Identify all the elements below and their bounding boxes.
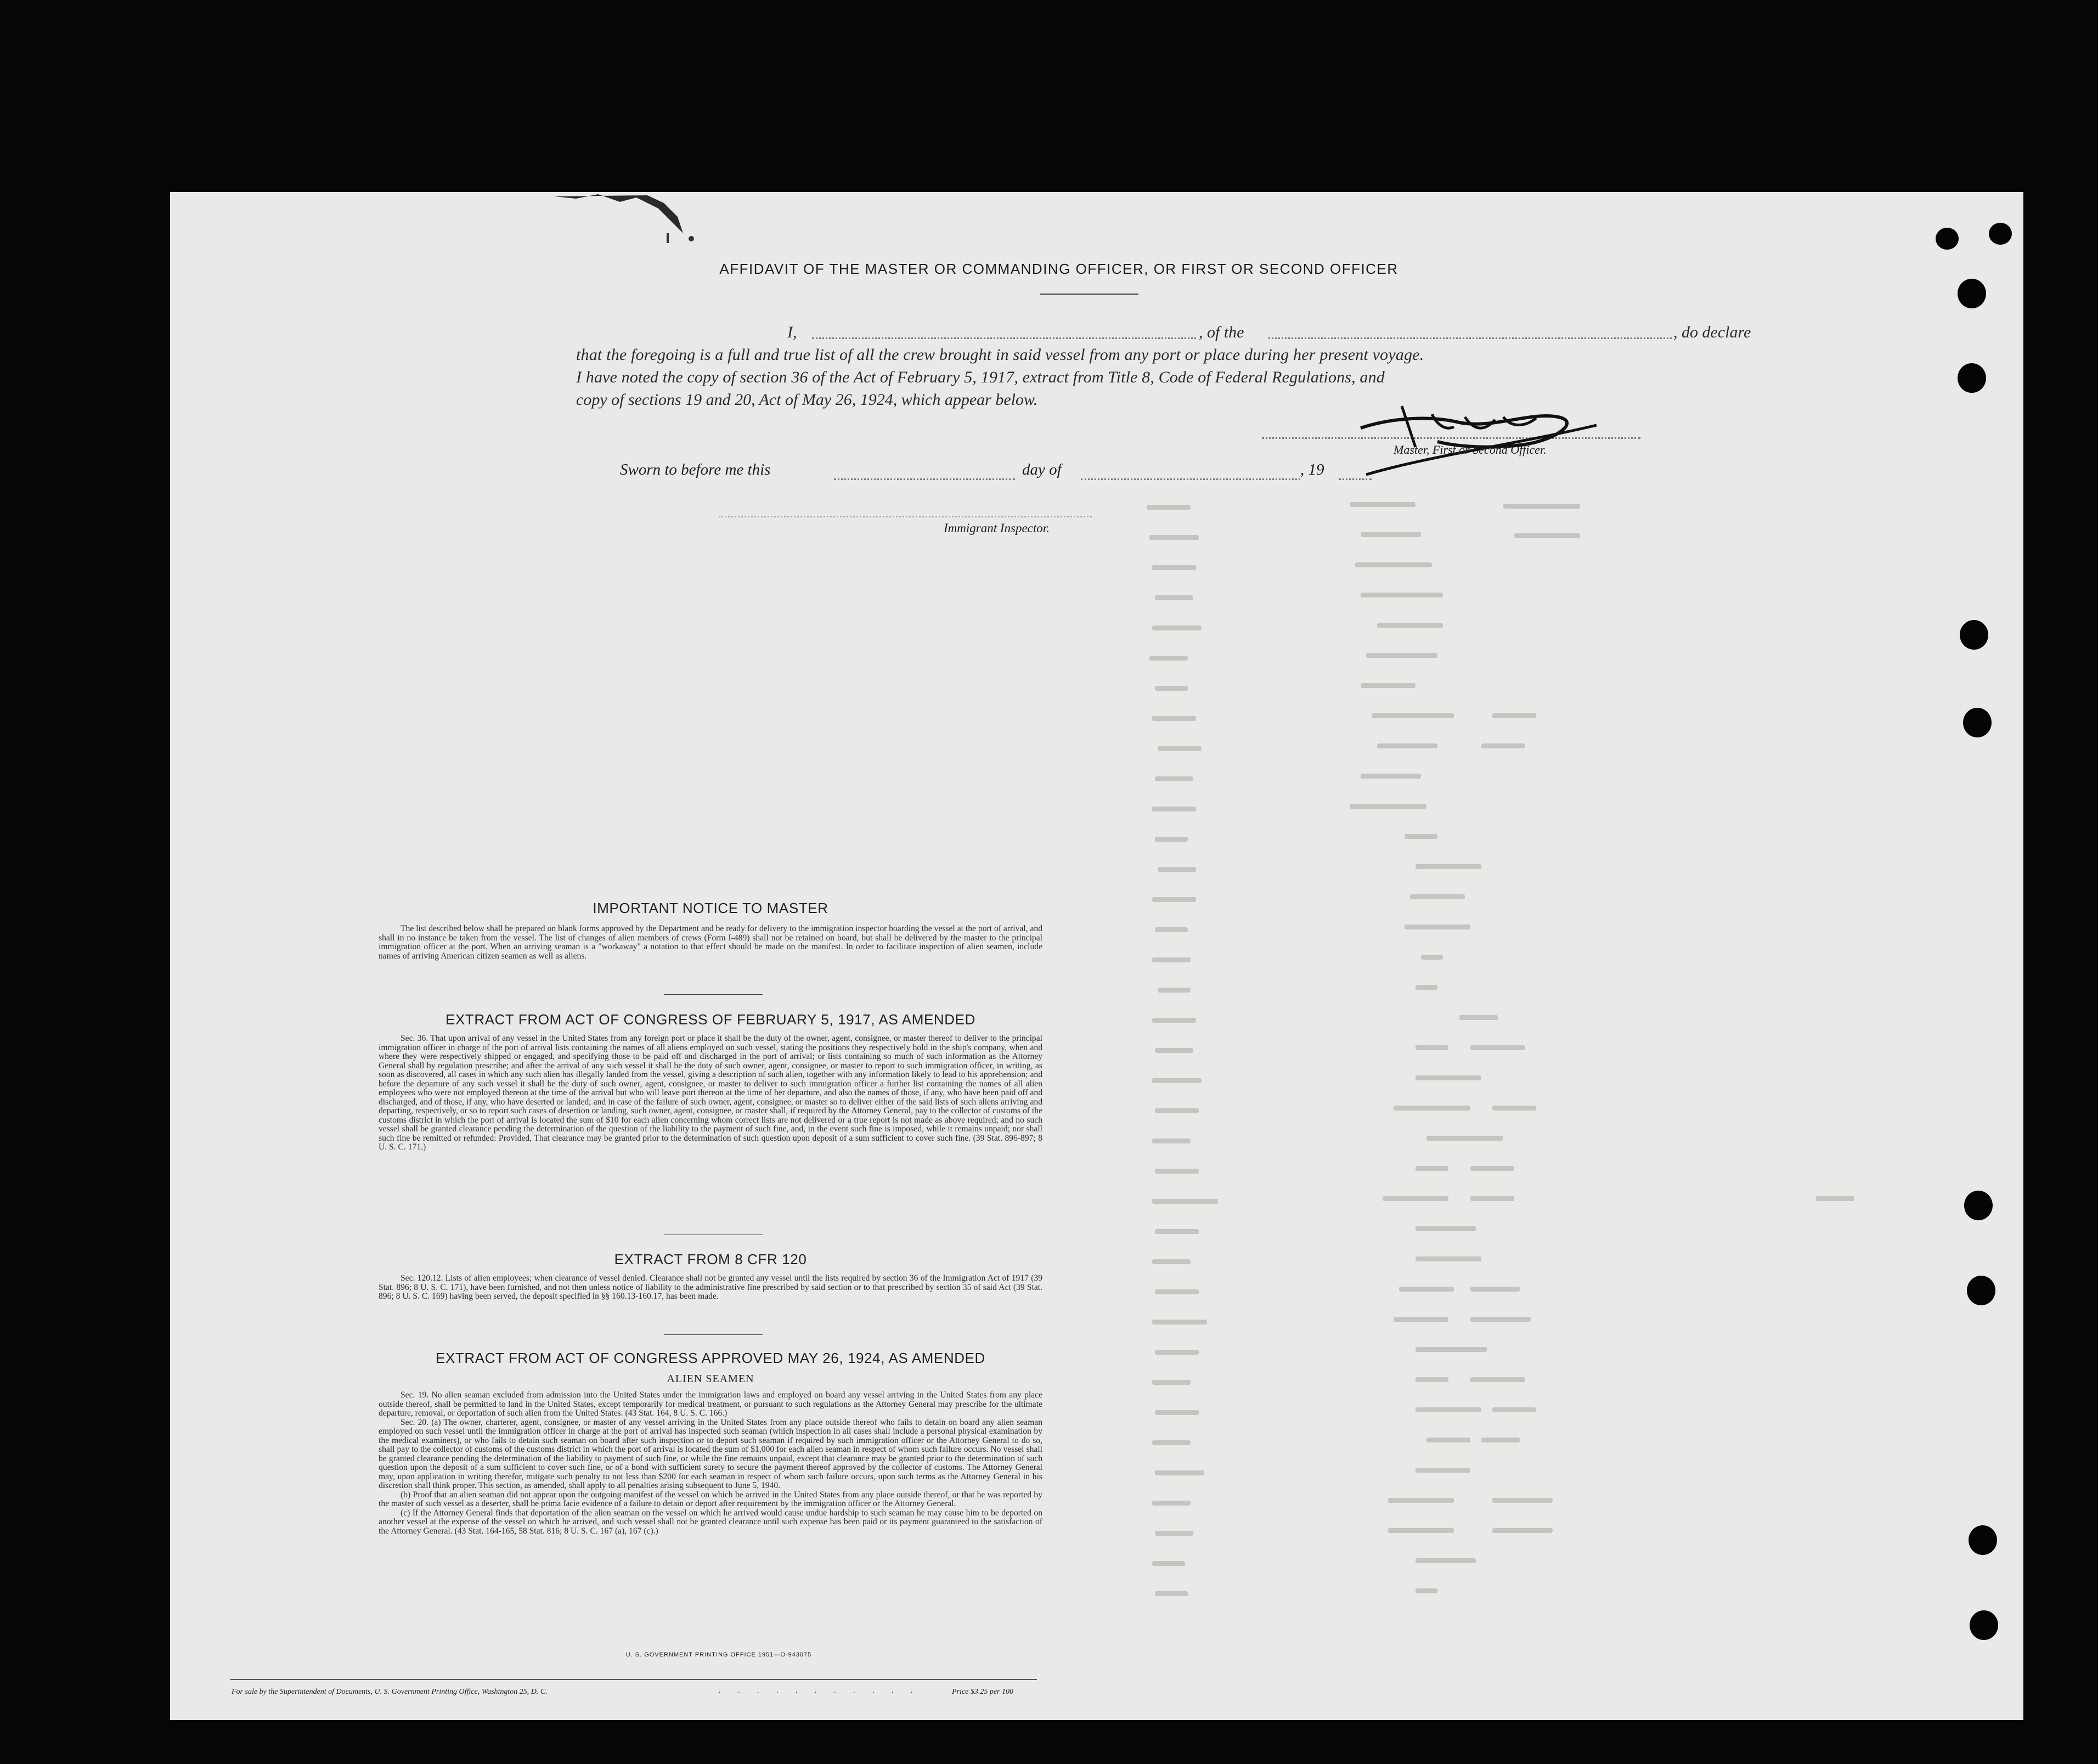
sworn-year-blank[interactable]: [1339, 478, 1372, 480]
notice-title: IMPORTANT NOTICE TO MASTER: [593, 900, 828, 916]
signature-label: Master, First or Second Officer.: [1394, 443, 1547, 457]
punch-hole: [1967, 1276, 1995, 1305]
affidavit-title: AFFIDAVIT OF THE MASTER OR COMMANDING OFFICER, OR FIRST OR SECOND OFFICER: [719, 261, 1398, 277]
declaration-line-2: that the foregoing is a full and true list of all the crew brought in said vessel from any port or place during her present voyage.: [576, 346, 1424, 364]
punch-hole: [1960, 620, 1988, 650]
declaration-do-declare: , do declare: [1673, 323, 1751, 341]
declaration-line-4: copy of sections 19 and 20, Act of May 26, 1924, which appear below.: [576, 391, 1038, 409]
footer-price: Price $3.25 per 100: [952, 1688, 1013, 1696]
punch-hole: [1964, 1191, 1993, 1220]
declaration-line-3: I have noted the copy of section 36 of the Act of February 5, 1917, extract from Title 8, Code of Federal Regulations, and: [576, 368, 1385, 386]
divider: [664, 994, 763, 995]
extract-1924-text: Sec. 19. No alien seaman excluded from admission into the United States under the immigration laws and employed on board any vessel arriving in the United States from any place outside thereof, shall be permitted to land in the United States, except temporarily for medical treatment, or pursuant to such regulations as the Attorney General may prescribe for the ultimate departure, removal, or deportation of such alien from the United States. (43 Stat. 164, 8 U. S. C. 166.) Sec. 20. (a) The owner, charterer, agent, consignee, or master of any vessel arriving in the United States from any place outside thereof who fails to detain on board any alien seaman employed on such vessel until the immigration officer in charge at the port of arrival has inspected such seaman (which inspection in all cases shall include a personal physical examination by the medical examiners), or who fails to detain such seaman on board after such inspection or to deport such seaman if required by such immigration officer or the Attorney General to do so, shall pay to the collector of customs of the customs district in which the port of arrival is located the sum of $1,000 for each alien seaman in respect of whom such failure occurs. No vessel shall be granted clearance pending the determination of the liability to payment of such fine, or while the fine remains unpaid, except that clearance may be granted prior to the determination of such question upon the deposit of a sum sufficient to cover such fine, or of a bond with sufficient surety to secure the payment thereof approved by the collector of customs. The Attorney General may, upon application in writing therefor, mitigate such penalty to not less than $200 for each seaman in respect of whom such failure occurs, upon such terms as the Attorney General in his discretion shall think proper. This section, as amended, shall apply to all penalties arising subsequent to June 5, 1940. (b) Proof that an alien seaman did not appear upon the outgoing manifest of the vessel on which he arrived in the United States from any place outside thereof, or that he was reported by the master of such vessel as a deserter, shall be prima facie evidence of a failure to detain or deport after requirement by the immigration officer or the Attorney General. (c) If the Attorney General finds that deportation of the alien seaman on the vessel on which he arrived would cause undue hardship to such seaman he may cause him to be deported on another vessel at the expense of the vessel on which he arrived, and such vessel shall not be granted clearance until such expense has been paid or its payment guaranteed to the satisfaction of the Attorney General. (43 Stat. 164-165, 58 Stat. 816; 8 U. S. C. 167 (a), 167 (c).): [379, 1390, 1042, 1536]
inspector-label: Immigrant Inspector.: [944, 521, 1050, 535]
extract-1917-text: Sec. 36. That upon arrival of any vessel in the United States from any foreign port or place it shall be the duty of the owner, agent, consignee, or master thereof to deliver to the principal immigration officer in charge of the port of arrival lists containing the names of all aliens employed on such vessel, stating the positions they respectively hold in the ship's company, when and where they were respectively shipped or engaged, and specifying those to be paid off and discharged in the port of arrival; or lists containing so much of such information as the Attorney General shall by regulation prescribe; and after the arrival of any such vessel it shall be the duty of such owner, agent, consignee, or master to report to such immigration officer, in writing, as soon as discovered, all cases in which any such alien has illegally landed from the vessel, giving a description of such alien, together with any information likely to lead to his apprehension; and before the departure of any such vessel it shall be the duty of such owner, agent, consignee, or master to deliver to such immigration officer a further list containing the names of all alien employees who were not employed thereon at the time of the arrival but who will leave port thereon at the time of her departure, and also the names of those, if any, who have been paid off and discharged, and of those, if any, who have deserted or landed; and in case of the failure of such owner, agent, consignee, or master so to deliver either of the said lists of such aliens arriving and departing, respectively, or so to report such cases of desertion or landing, such owner, agent, consignee, or master shall, if required by the Attorney General, pay to the collector of customs of the customs district in which the port of arrival is located the sum of $10 for each alien concerning whom correct lists are not delivered or a true report is not made as above required; and no such vessel shall be granted clearance pending the determination of the question of the liability to the payment of such fine, and, in the event such fine is imposed, while it remains unpaid; nor shall such fine be remitted or refunded: Provided, That clearance may be granted prior to the determination of such question upon deposit of a sum sufficient to cover such fine. (39 Stat. 896-897; 8 U. S. C. 171.): [379, 1034, 1042, 1152]
bleed-through-texture: [1130, 499, 1926, 1734]
signature-scribble-icon: [1350, 395, 1635, 477]
extract-1917-title: EXTRACT FROM ACT OF CONGRESS OF FEBRUARY 5, 1917, AS AMENDED: [445, 1011, 975, 1028]
gpo-imprint: U. S. GOVERNMENT PRINTING OFFICE 1951—O-943075: [625, 1652, 812, 1658]
sworn-month-blank[interactable]: [1081, 478, 1300, 480]
sworn-prefix: Sworn to before me this: [620, 461, 771, 478]
inspector-signature-blank[interactable]: [719, 516, 1092, 517]
punch-hole: [1970, 1610, 1998, 1640]
divider: [1040, 294, 1138, 295]
footer-rule: [230, 1679, 1037, 1680]
punch-hole: [1969, 1525, 1997, 1555]
notice-text: The list described below shall be prepared on blank forms approved by the Department and be ready for delivery to the immigration inspector boarding the vessel at the port of arrival, and shall in no instance be taken from the vessel. The list of changes of alien members of crews (Form I-489) shall not be retained on board, but shall be delivered by the master to the principal immigration officer at the port. When an arriving seaman is a "workaway" a notation to that effect should be made on the manifest. In order to facilitate inspection of alien seamen, include names of arriving American citizen seamen as well as aliens.: [379, 924, 1042, 961]
punch-hole: [1958, 279, 1986, 308]
torn-mark-icon: [554, 192, 697, 252]
footer-sale-notice: For sale by the Superintendent of Documents, U. S. Government Printing Office, Washington 25, D. C.: [232, 1688, 548, 1696]
punch-hole: [1963, 708, 1992, 737]
sworn-line: [620, 461, 770, 479]
extract-cfr-text: Sec. 120.12. Lists of alien employees; when clearance of vessel denied. Clearance shall not be granted any vessel until the lists required by section 36 of the Immigration Act of 1917 (39 Stat. 896; 8 U. S. C. 171), have been furnished, and not then unless notice of liability to the administrative fine prescribed by said section or to that prescribed by section 35 of said Act (39 Stat. 896; 8 U. S. C. 169) having been served, the deposit specified in §§ 160.13-160.17, has been made.: [379, 1273, 1042, 1301]
sworn-day-blank[interactable]: [834, 478, 1015, 480]
divider: [664, 1334, 763, 1335]
punch-hole: [1989, 223, 2012, 245]
declaration-of-the: , of the: [1199, 323, 1244, 341]
extract-1924-subtitle: ALIEN SEAMEN: [667, 1373, 754, 1385]
declaration-i: I,: [787, 323, 797, 341]
punch-hole: [1958, 363, 1986, 393]
vessel-blank[interactable]: [1268, 337, 1672, 339]
extract-1924-title: EXTRACT FROM ACT OF CONGRESS APPROVED MAY 26, 1924, AS AMENDED: [436, 1350, 985, 1366]
document-page: [170, 192, 2023, 1720]
punch-hole: [1936, 228, 1959, 250]
extract-cfr-title: EXTRACT FROM 8 CFR 120: [614, 1251, 807, 1267]
sworn-year-label: , 19: [1300, 461, 1324, 478]
name-blank[interactable]: [812, 337, 1196, 339]
sworn-day-label: day of: [1022, 461, 1062, 478]
footer-dots: . . . . . . . . . . .: [719, 1687, 921, 1695]
